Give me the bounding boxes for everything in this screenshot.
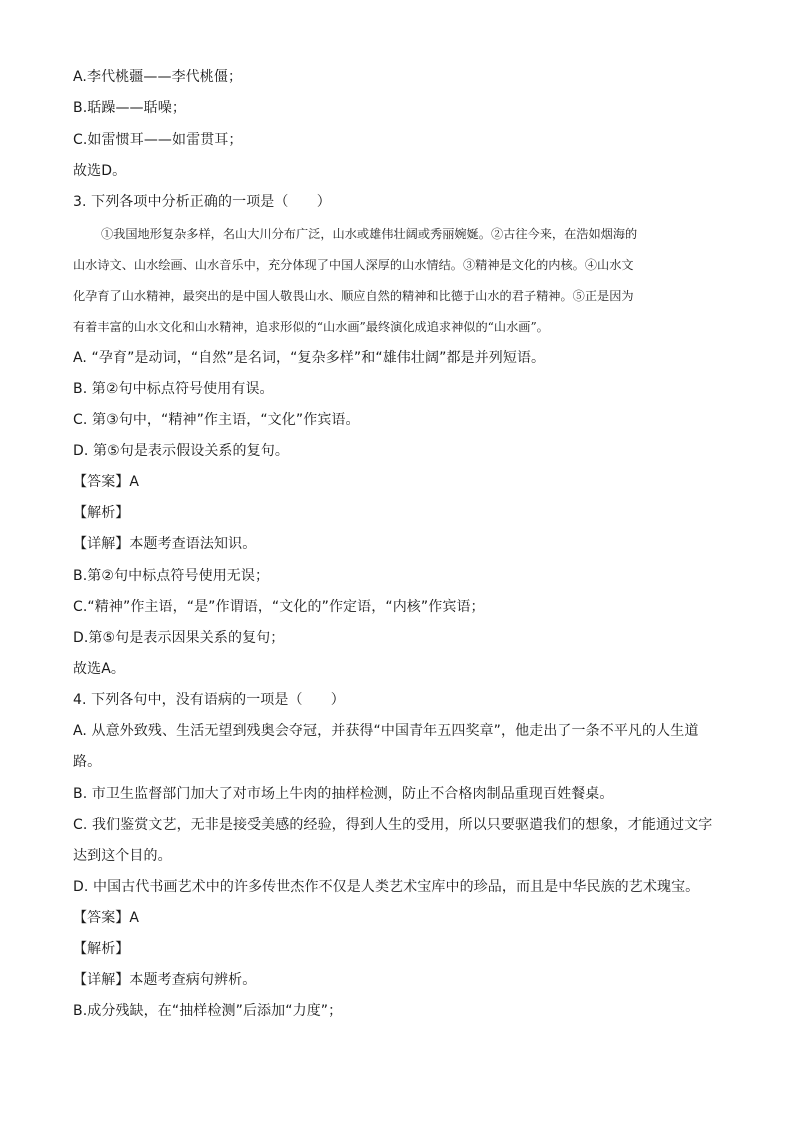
question-3-answer: 【答案】A <box>73 474 140 490</box>
question-3-stem: 3. 下列各项中分析正确的一项是（ ） <box>73 194 331 210</box>
question-4-option-b: B. 市卫生监督部门加大了对市场上牛肉的抽样检测，防止不合格肉制品重现百姓餐桌。 <box>73 786 614 802</box>
passage-line-3: 化孕育了山水精神，最突出的是中国人敬畏山水、顺应自然的精神和比德于山水的君子精神。⑤正是因为 <box>73 289 634 303</box>
question-3-conclusion: 故选A。 <box>73 661 125 677</box>
question-4-option-c-line-2: 达到这个目的。 <box>73 848 172 864</box>
question-4-detail: 【详解】本题考查病句辨析。 <box>73 972 257 988</box>
explanation-option-c: C.如雷惯耳——如雷贯耳； <box>73 132 243 148</box>
question-3-option-c: C. 第③句中，“精神”作主语，“文化”作宾语。 <box>73 412 360 428</box>
explanation-option-a: A.李代桃疆——李代桃僵； <box>73 69 243 85</box>
question-4-option-c-line-1: C. 我们鉴赏文艺，无非是接受美感的经验，得到人生的受用，所以只要驱遣我们的想象，才能通过文字 <box>73 817 713 833</box>
question-3-explain-c: C.“精神”作主语，“是”作谓语，“文化的”作定语，“内核”作宾语； <box>73 599 485 615</box>
question-4-stem: 4. 下列各句中，没有语病的一项是（ ） <box>73 692 345 708</box>
passage-line-2: 山水诗文、山水绘画、山水音乐中，充分体现了中国人深厚的山水情结。③精神是文化的内核。④山水文 <box>73 258 634 272</box>
passage-line-1: ①我国地形复杂多样，名山大川分布广泛，山水或雄伟壮阔或秀丽婉娫。②古往今来，在浩如烟海的 <box>101 227 638 241</box>
question-4-option-a-line-1: A. 从意外致残、生活无望到残奥会夺冠，并获得“中国青年五四奖章”，他走出了一条不平凡的人生道 <box>73 723 699 739</box>
question-4-answer: 【答案】A <box>73 910 140 926</box>
question-3-explain-b: B.第②句中标点符号使用无误； <box>73 568 270 584</box>
question-3-option-d: D. 第⑤句是表示假设关系的复句。 <box>73 443 289 459</box>
question-3-explain-d: D.第⑤句是表示因果关系的复句； <box>73 630 285 646</box>
question-3-option-b: B. 第②句中标点符号使用有误。 <box>73 381 274 397</box>
question-4-option-a-line-2: 路。 <box>73 754 102 770</box>
question-4-explain-b: B.成分残缺，在“抽样检测”后添加“力度”； <box>73 1003 343 1019</box>
question-4-option-d: D. 中国古代书画艺术中的许多传世杰作不仅是人类艺术宝库中的珍品，而且是中华民族的艺术瑰宝。 <box>73 879 700 895</box>
question-3-option-a: A. “孕育”是动词，“自然”是名词，“复杂多样”和“雄伟壮阔”都是并列短语。 <box>73 350 546 366</box>
question-3-analysis-heading: 【解析】 <box>73 505 130 521</box>
question-4-analysis-heading: 【解析】 <box>73 941 130 957</box>
question-3-detail: 【详解】本题考查语法知识。 <box>73 536 257 552</box>
explanation-option-b: B.聒躁——聒噪； <box>73 100 186 116</box>
passage-line-4: 有着丰富的山水文化和山水精神，追求形似的“山水画”最终演化成追求神似的“山水画”。 <box>73 320 549 334</box>
answer-conclusion: 故选D。 <box>73 163 127 179</box>
